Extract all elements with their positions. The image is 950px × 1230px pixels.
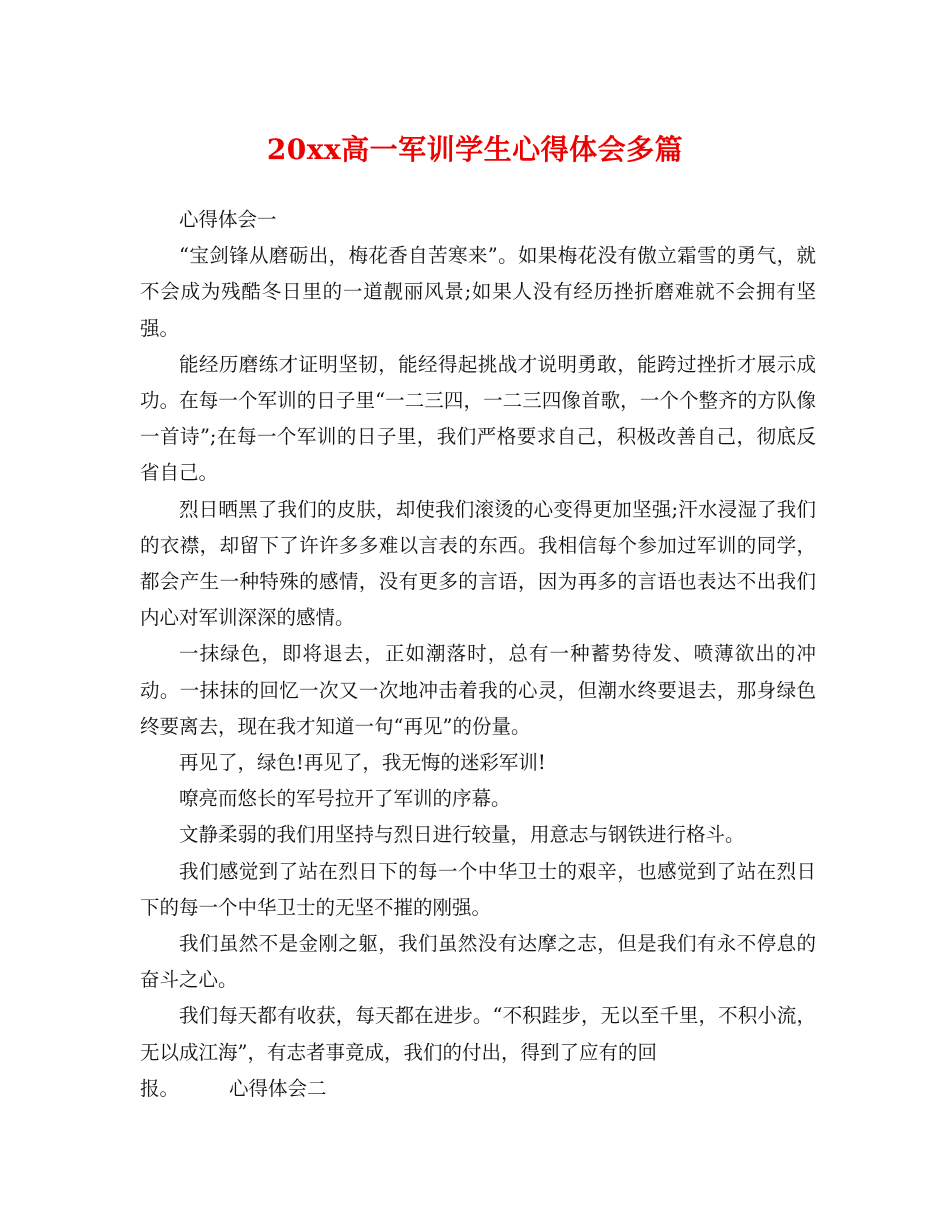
paragraph: 我们感觉到了站在烈日下的每一个中华卫士的艰辛，也感觉到了站在烈日下的每一个中华卫士的无坚不摧的刚强。	[140, 859, 816, 919]
section-heading: 心得体会一	[179, 208, 277, 231]
paragraph: 嘹亮而悠长的军号拉开了军训的序幕。	[179, 787, 511, 811]
paragraph: “宝剑锋从磨砺出，梅花香自苦寒来”。如果梅花没有傲立霜雪的勇气，就不会成为残酷冬日里的一道靓丽风景;如果人没有经历挫折磨难就不会拥有坚强。	[140, 244, 816, 340]
paragraph: 我们每天都有收获，每天都在进步。“不积跬步，无以至千里，不积小流，无以成江海”，有志者事竟成，我们的付出，得到了应有的回	[140, 1004, 816, 1064]
paragraph-end-line	[140, 1071, 816, 1107]
paragraph: 一抹绿色，即将退去，正如潮落时，总有一种蓄势待发、喷薄欲出的冲动。一抹抹的回忆一次又一次地冲击着我的心灵，但潮水终要退去，那身绿色终要离去，现在我才知道一句“再见”的份量。	[140, 642, 816, 738]
spacer	[179, 1071, 229, 1107]
section-heading: 心得体会二	[229, 1076, 327, 1100]
document-body	[140, 202, 816, 1107]
paragraph: 再见了，绿色!再见了，我无悔的迷彩军训!	[179, 751, 546, 775]
document-title: 20xx高一军训学生心得体会多篇	[266, 133, 684, 166]
paragraph: 能经历磨练才证明坚韧，能经得起挑战才说明勇敢，能跨过挫折才展示成功。在每一个军训的日子里“一二三四，一二三四像首歌，一个个整齐的方队像一首诗”;在每一个军训的日子里，我们严格要求自己，积极改善自己，彻底反省自己。	[140, 352, 816, 485]
paragraph: 文静柔弱的我们用坚持与烈日进行较量，用意志与钢铁进行格斗。	[179, 823, 745, 847]
paragraph: 烈日晒黑了我们的皮肤，却使我们滚烫的心变得更加坚强;汗水浸湿了我们的衣襟，却留下了许许多多难以言表的东西。我相信每个参加过军训的同学，都会产生一种特殊的感情，没有更多的言语，因为再多的言语也表达不出我们内心对军训深深的感情。	[140, 497, 816, 630]
paragraph: 我们虽然不是金刚之躯，我们虽然没有达摩之志，但是我们有永不停息的奋斗之心。	[140, 932, 816, 992]
paragraph-tail: 报。	[140, 1076, 180, 1100]
